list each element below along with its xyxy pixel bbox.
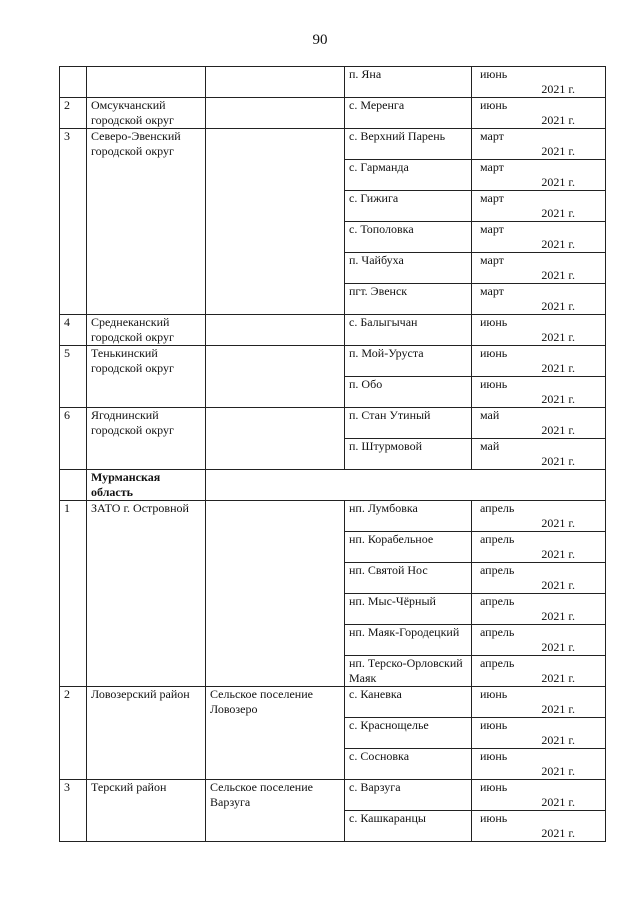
month-text: апрель bbox=[480, 656, 515, 670]
district-cell: Терский район bbox=[87, 780, 206, 842]
year-text: 2021 г. bbox=[541, 206, 575, 220]
year-text: 2021 г. bbox=[541, 268, 575, 282]
district-cell: Тенькинский городской округ bbox=[87, 346, 206, 408]
month-text: июнь bbox=[480, 749, 508, 763]
locality-cell: нп. Корабельное bbox=[345, 532, 472, 563]
date-cell bbox=[472, 191, 606, 222]
date-cell bbox=[472, 346, 606, 377]
locality-cell: с. Гарманда bbox=[345, 160, 472, 191]
table-row bbox=[60, 67, 606, 98]
date-cell bbox=[472, 222, 606, 253]
year-text: 2021 г. bbox=[541, 609, 575, 623]
settlement-cell bbox=[206, 129, 345, 315]
date-cell bbox=[472, 253, 606, 284]
month-text: апрель bbox=[480, 563, 515, 577]
month-text: июнь bbox=[480, 811, 508, 825]
year-text: 2021 г. bbox=[541, 330, 575, 344]
date-cell bbox=[472, 160, 606, 191]
row-number-cell bbox=[60, 470, 87, 501]
month-text: май bbox=[480, 439, 500, 453]
row-number-cell: 4 bbox=[60, 315, 87, 346]
date-cell bbox=[472, 594, 606, 625]
date-cell bbox=[472, 687, 606, 718]
locality-cell: п. Мой-Уруста bbox=[345, 346, 472, 377]
month-text: июнь bbox=[480, 687, 508, 701]
table-row bbox=[60, 98, 606, 129]
district-cell: Северо-Эвенский городской округ bbox=[87, 129, 206, 315]
locality-cell: п. Стан Утиный bbox=[345, 408, 472, 439]
locality-cell: с. Кашкаранцы bbox=[345, 811, 472, 842]
district-cell bbox=[87, 67, 206, 98]
year-text: 2021 г. bbox=[541, 144, 575, 158]
year-text: 2021 г. bbox=[541, 702, 575, 716]
date-cell bbox=[472, 408, 606, 439]
date-cell bbox=[472, 67, 606, 98]
row-number-cell bbox=[60, 67, 87, 98]
table-row bbox=[60, 315, 606, 346]
locality-cell: с. Гижига bbox=[345, 191, 472, 222]
settlement-cell bbox=[206, 98, 345, 129]
locality-cell: п. Чайбуха bbox=[345, 253, 472, 284]
year-text: 2021 г. bbox=[541, 175, 575, 189]
table-row bbox=[60, 501, 606, 532]
locality-cell: п. Обо bbox=[345, 377, 472, 408]
locality-cell: п. Яна bbox=[345, 67, 472, 98]
month-text: март bbox=[480, 284, 504, 298]
locality-cell: с. Меренга bbox=[345, 98, 472, 129]
month-text: март bbox=[480, 222, 504, 236]
year-text: 2021 г. bbox=[541, 454, 575, 468]
month-text: апрель bbox=[480, 594, 515, 608]
locality-cell: с. Каневка bbox=[345, 687, 472, 718]
table-row bbox=[60, 129, 606, 160]
row-number-cell: 6 bbox=[60, 408, 87, 470]
row-number-cell: 3 bbox=[60, 129, 87, 315]
settlement-cell bbox=[206, 408, 345, 470]
month-text: март bbox=[480, 160, 504, 174]
month-text: март bbox=[480, 191, 504, 205]
month-text: март bbox=[480, 253, 504, 267]
date-cell bbox=[472, 129, 606, 160]
month-text: апрель bbox=[480, 532, 515, 546]
month-text: июнь bbox=[480, 67, 508, 81]
region-empty-cell bbox=[206, 470, 606, 501]
locality-cell: с. Тополовка bbox=[345, 222, 472, 253]
locality-cell: нп. Маяк-Городецкий bbox=[345, 625, 472, 656]
locality-cell: с. Верхний Парень bbox=[345, 129, 472, 160]
year-text: 2021 г. bbox=[541, 764, 575, 778]
date-cell bbox=[472, 811, 606, 842]
year-text: 2021 г. bbox=[541, 578, 575, 592]
year-text: 2021 г. bbox=[541, 671, 575, 685]
date-cell bbox=[472, 501, 606, 532]
row-number-cell: 1 bbox=[60, 501, 87, 687]
region-name: Мурманская область bbox=[87, 470, 206, 501]
year-text: 2021 г. bbox=[541, 113, 575, 127]
page-number: 90 bbox=[312, 32, 328, 48]
date-cell bbox=[472, 439, 606, 470]
year-text: 2021 г. bbox=[541, 423, 575, 437]
table-row bbox=[60, 687, 606, 718]
locality-cell: нп. Святой Нос bbox=[345, 563, 472, 594]
settlement-cell bbox=[206, 315, 345, 346]
date-cell bbox=[472, 625, 606, 656]
settlement-cell: Сельское поселение Ловозеро bbox=[206, 687, 345, 780]
locality-cell: нп. Лумбовка bbox=[345, 501, 472, 532]
month-text: июнь bbox=[480, 718, 508, 732]
locality-cell: с. Краснощелье bbox=[345, 718, 472, 749]
date-cell bbox=[472, 563, 606, 594]
date-cell bbox=[472, 284, 606, 315]
row-number-cell: 5 bbox=[60, 346, 87, 408]
year-text: 2021 г. bbox=[541, 516, 575, 530]
month-text: июнь bbox=[480, 377, 508, 391]
year-text: 2021 г. bbox=[541, 361, 575, 375]
district-cell: ЗАТО г. Островной bbox=[87, 501, 206, 687]
table-row bbox=[60, 408, 606, 439]
settlement-cell: Сельское поселение Варзуга bbox=[206, 780, 345, 842]
locality-cell: нп. Мыс-Чёрный bbox=[345, 594, 472, 625]
locality-cell: с. Варзуга bbox=[345, 780, 472, 811]
date-cell bbox=[472, 780, 606, 811]
date-cell bbox=[472, 718, 606, 749]
year-text: 2021 г. bbox=[541, 82, 575, 96]
year-text: 2021 г. bbox=[541, 547, 575, 561]
month-text: апрель bbox=[480, 625, 515, 639]
row-number-cell: 2 bbox=[60, 687, 87, 780]
district-cell: Ловозерский район bbox=[87, 687, 206, 780]
settlement-cell bbox=[206, 501, 345, 687]
date-cell bbox=[472, 749, 606, 780]
locality-cell: пгт. Эвенск bbox=[345, 284, 472, 315]
row-number-cell: 3 bbox=[60, 780, 87, 842]
month-text: март bbox=[480, 129, 504, 143]
row-number-cell: 2 bbox=[60, 98, 87, 129]
settlement-cell bbox=[206, 346, 345, 408]
month-text: апрель bbox=[480, 501, 515, 515]
date-cell bbox=[472, 532, 606, 563]
settlement-cell bbox=[206, 67, 345, 98]
month-text: май bbox=[480, 408, 500, 422]
month-text: июнь bbox=[480, 98, 508, 112]
locality-cell: нп. Терско-Орловский Маяк bbox=[345, 656, 472, 687]
locality-cell: с. Сосновка bbox=[345, 749, 472, 780]
year-text: 2021 г. bbox=[541, 299, 575, 313]
table-row bbox=[60, 346, 606, 377]
district-cell: Ягоднинский городской округ bbox=[87, 408, 206, 470]
localities-table bbox=[59, 66, 606, 842]
year-text: 2021 г. bbox=[541, 795, 575, 809]
region-header-row bbox=[60, 470, 606, 501]
table-row bbox=[60, 780, 606, 811]
date-cell bbox=[472, 315, 606, 346]
month-text: июнь bbox=[480, 346, 508, 360]
locality-cell: п. Штурмовой bbox=[345, 439, 472, 470]
year-text: 2021 г. bbox=[541, 640, 575, 654]
locality-cell: с. Балыгычан bbox=[345, 315, 472, 346]
district-cell: Среднеканский городской округ bbox=[87, 315, 206, 346]
date-cell bbox=[472, 656, 606, 687]
year-text: 2021 г. bbox=[541, 733, 575, 747]
year-text: 2021 г. bbox=[541, 826, 575, 840]
year-text: 2021 г. bbox=[541, 237, 575, 251]
district-cell: Омсукчанский городской округ bbox=[87, 98, 206, 129]
date-cell bbox=[472, 98, 606, 129]
month-text: июнь bbox=[480, 780, 508, 794]
date-cell bbox=[472, 377, 606, 408]
month-text: июнь bbox=[480, 315, 508, 329]
year-text: 2021 г. bbox=[541, 392, 575, 406]
